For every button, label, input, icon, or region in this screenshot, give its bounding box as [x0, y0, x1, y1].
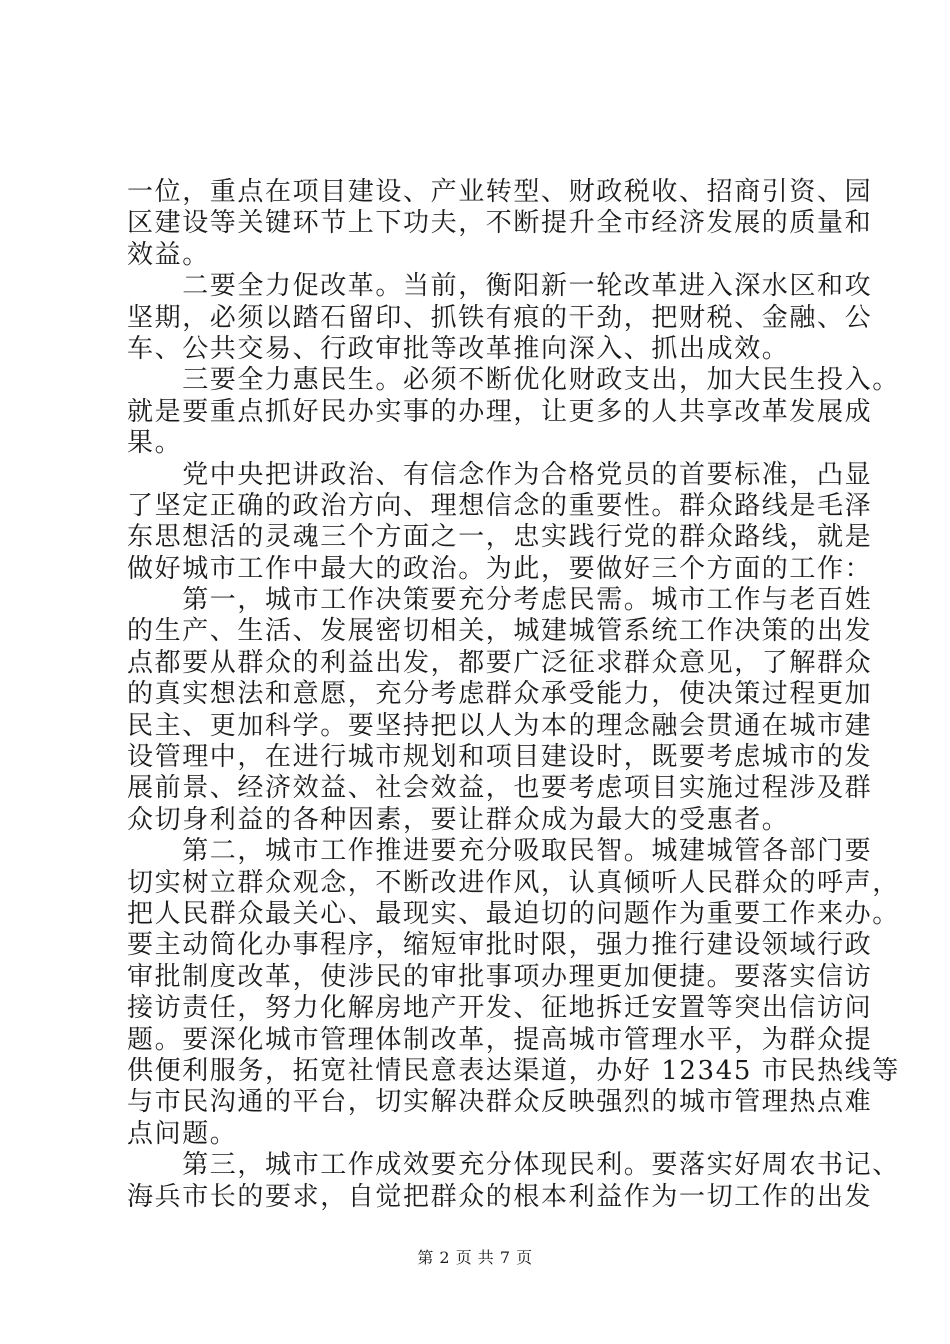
text-line: 坚期，必须以踏石留印、抓铁有痕的干劲，把财税、金融、公 [127, 302, 873, 333]
document-body [127, 177, 900, 1213]
text-line: 点都要从群众的利益出发，都要广泛征求群众意见，了解群众 [127, 647, 873, 678]
text-line: 海兵市长的要求，自觉把群众的根本利益作为一切工作的出发 [127, 1181, 873, 1212]
text-line: 就是要重点抓好民办实事的办理，让更多的人共享改革发展成 [127, 396, 873, 427]
text-line: 第三，城市工作成效要充分体现民利。要落实好周农书记、 [127, 1150, 900, 1181]
text-line: 审批制度改革，使涉民的审批事项办理更加便捷。要落实信访 [127, 961, 873, 992]
text-line: 的生产、生活、发展密切相关，城建城管系统工作决策的出发 [127, 616, 873, 647]
text-line: 二要全力促改革。当前，衡阳新一轮改革进入深水区和攻 [127, 271, 873, 302]
text-line: 了坚定正确的政治方向、理想信念的重要性。群众路线是毛泽 [127, 490, 873, 521]
text-line: 三要全力惠民生。必须不断优化财政支出，加大民生投入。 [127, 365, 900, 396]
text-line: 东思想活的灵魂三个方面之一，忠实践行党的群众路线，就是 [127, 522, 873, 553]
text-line: 效益。 [127, 239, 210, 270]
text-line: 民主、更加科学。要坚持把以人为本的理念融会贯通在城市建 [127, 710, 873, 741]
text-line: 做好城市工作中最大的政治。为此，要做好三个方面的工作： [127, 553, 873, 584]
text-line: 的真实想法和意愿，充分考虑群众承受能力，使决策过程更加 [127, 679, 873, 710]
text-line: 供便利服务，拓宽社情民意表达渠道，办好 12345 市民热线等 [127, 1055, 900, 1086]
text-line: 点问题。 [127, 1118, 238, 1149]
text-line: 一位，重点在项目建设、产业转型、财政税收、招商引资、园 [127, 177, 873, 207]
text-line: 第一，城市工作决策要充分考虑民需。城市工作与老百姓 [127, 585, 873, 616]
text-line: 车、公共交易、行政审批等改革推向深入、抓出成效。 [127, 333, 790, 364]
text-line: 切实树立群众观念，不断改进作风，认真倾听人民群众的呼声， [127, 867, 900, 898]
text-line: 要主动简化办事程序，缩短审批时限，强力推行建设领域行政 [127, 930, 873, 961]
text-line: 把人民群众最关心、最现实、最迫切的问题作为重要工作来办。 [127, 898, 900, 929]
text-line: 果。 [127, 428, 183, 459]
text-line: 展前景、经济效益、社会效益，也要考虑项目实施过程涉及群 [127, 773, 873, 804]
text-line: 区建设等关键环节上下功夫，不断提升全市经济发展的质量和 [127, 208, 873, 239]
text-line: 第二，城市工作推进要充分吸取民智。城建城管各部门要 [127, 836, 873, 867]
text-line: 众切身利益的各种因素，要让群众成为最大的受惠者。 [127, 804, 790, 835]
text-line: 党中央把讲政治、有信念作为合格党员的首要标准，凸显 [127, 459, 873, 490]
text-line: 题。要深化城市管理体制改革，提高城市管理水平，为群众提 [127, 1024, 873, 1055]
text-line: 设管理中，在进行城市规划和项目建设时，既要考虑城市的发 [127, 742, 873, 773]
text-line: 接访责任，努力化解房地产开发、征地拆迁安置等突出信访问 [127, 993, 873, 1024]
text-line: 与市民沟通的平台，切实解决群众反映强烈的城市管理热点难 [127, 1087, 873, 1118]
page-number-footer: 第 2 页 共 7 页 [417, 1248, 533, 1267]
